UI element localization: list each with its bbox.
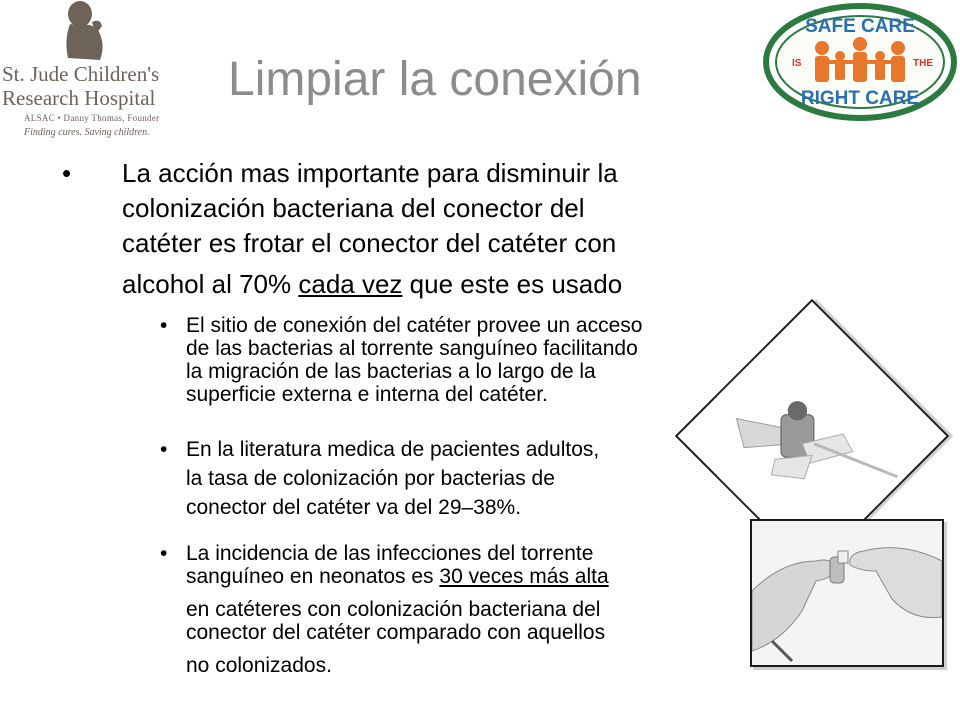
sub-bullet-1-line4: superficie externa e interna del catéter. — [186, 383, 548, 406]
main-bullet-emphasis: cada vez — [298, 269, 403, 299]
sub-bullet-1-line3: la migración de las bacterias a lo largo de la — [186, 360, 596, 383]
sub-bullet-2-symbol: • — [160, 438, 168, 461]
sub-bullet-3-line2 — [186, 565, 786, 588]
gloved-hands-photo — [750, 519, 944, 667]
main-bullet-line4-b: que este es usado — [409, 269, 623, 299]
sub-bullet-2-line2: la tasa de colonización por bacterias de — [186, 467, 555, 490]
sub-bullet-3-line4: conector del catéter comparado con aquellos — [186, 621, 606, 644]
iv-catheter-icon — [717, 341, 907, 531]
safe-care-bottom-text: RIGHT CARE — [800, 88, 920, 109]
sub-bullet-3-line3: en catéteres con colonización bacteriana del — [186, 598, 601, 621]
st-jude-logo — [0, 0, 170, 150]
main-bullet-line4 — [122, 267, 762, 302]
st-jude-tagline: Finding cures. Saving children. — [24, 127, 150, 138]
sub-bullet-3-line1: La incidencia de las infecciones del torrente — [186, 542, 594, 565]
sub-bullet-3 — [160, 542, 786, 677]
sub-bullet-3-emphasis: 30 veces más alta — [439, 565, 609, 588]
main-bullet-line1: La acción mas importante para disminuir la — [122, 158, 618, 188]
sub-bullet-3-line5: no colonizados. — [186, 654, 332, 677]
slide-title: Limpiar la conexión — [228, 53, 642, 106]
st-jude-founder-line: ALSAC • Danny Thomas, Founder — [24, 113, 160, 123]
sub-bullet-1-line2: de las bacterias al torrente sanguíneo facilitando — [186, 337, 638, 360]
sub-bullet-2-line1: En la literatura medica de pacientes adultos, — [186, 438, 600, 461]
safe-care-left-text: IS — [792, 58, 802, 69]
st-jude-name-line2: Research Hospital — [2, 86, 156, 110]
gloved-hands-icon — [752, 521, 942, 665]
sub-bullet-3-line2-a: sanguíneo en neonatos es — [186, 565, 434, 588]
st-jude-name-line1: St. Jude Children's — [2, 62, 160, 86]
sub-bullet-3-symbol: • — [160, 542, 168, 565]
sub-bullet-1-symbol: • — [160, 314, 168, 337]
main-bullet-line4-a: alcohol al 70% — [122, 269, 292, 299]
child-praying-icon — [56, 0, 116, 62]
safe-care-logo — [760, 0, 960, 124]
sub-bullet-2-line3: conector del catéter va del 29–38%. — [186, 496, 522, 519]
main-bullet-line3: catéter es frotar el conector del catéter con — [122, 228, 617, 258]
sub-bullet-1-line1: El sitio de conexión del catéter provee un acceso — [186, 314, 643, 337]
main-bullet-symbol: • — [62, 158, 72, 188]
sub-bullet-1 — [160, 314, 786, 406]
safe-care-right-text: THE — [913, 58, 933, 69]
safe-care-top-text: SAFE CARE — [805, 16, 915, 37]
main-bullet-line2: colonización bacteriana del conector del — [122, 193, 585, 223]
